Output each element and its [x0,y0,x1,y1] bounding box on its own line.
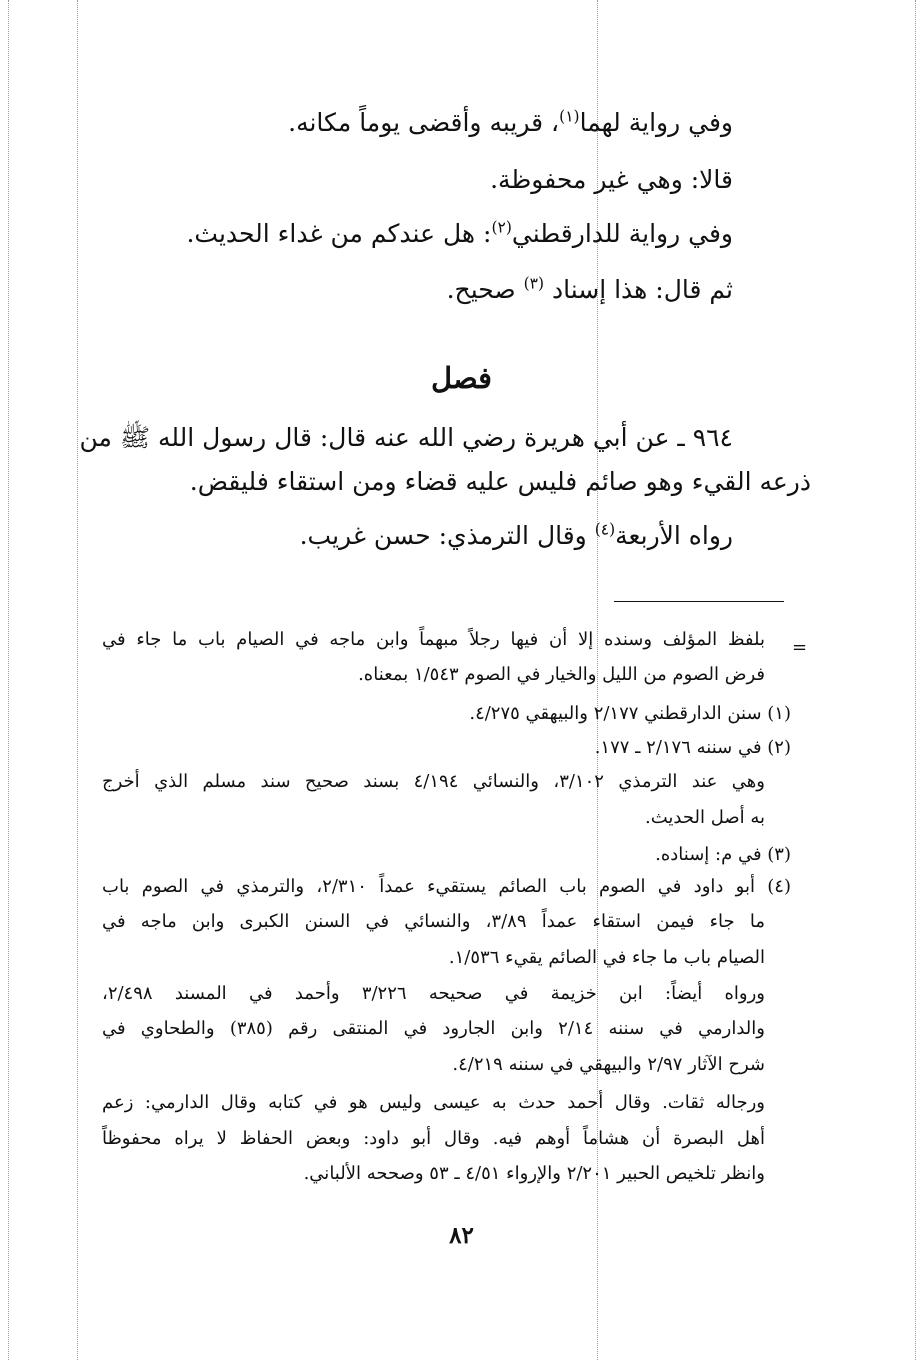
main-line-2: قالا: وهي غير محفوظة. [490,165,733,194]
page-number: ٨٢ [449,1222,474,1249]
main-line-3: وفي رواية للدارقطني$^{(٢)}$: هل عندكم من غداء الحديث. [186,218,733,248]
footnote-2-cont-1: وهي عند الترمذي ٣/١٠٢، والنسائي ٤/١٩٤ بسند صحيح سند مسلم الذي أخرج [102,771,765,792]
section-heading: فصل [431,361,492,395]
footnote-cont-line-2: فرض الصوم من الليل والخيار في الصوم ١/٥٤٣ بمعناه. [358,664,765,685]
footnote-4-line-8: أهل البصرة أن هشاماً أوهم فيه. وقال أبو داود: وبعض الحفاظ لا يراه محفوظاً [102,1128,765,1149]
hadith-line-2: ذرعه القيء وهو صائم فليس عليه قضاء ومن استقاء فليقض. [189,467,811,496]
footnote-ref-3[interactable]: (٣) [523,274,545,293]
footnote-2-cont-2: به أصل الحديث. [645,807,765,828]
footnote-4-line-9: وانظر تلخيص الحبير ٢/٢٠١ والإرواء ٤/٥١ ـ ٥٣ وصححه الألباني. [303,1163,765,1184]
footnote-ref-4[interactable]: (٤) [594,520,616,539]
footnote-3: (٣) في م: إسناده. [655,844,791,865]
footnote-4-line-1: (٤) أبو داود في الصوم باب الصائم يستقيء عمداً ٢/٣١٠، والترمذي في الصوم باب [102,876,791,897]
footnote-1: (١) سنن الدارقطني ٢/١٧٧ والبيهقي ٤/٢٧٥. [469,703,791,724]
main-line-4: ثم قال: هذا إسناد $^{(٣)}$ صحيح. [446,274,733,304]
main-line-1: وفي رواية لهما$^{(١)}$، قريبه وأقضى يوماً مكانه. [288,107,733,137]
footnote-ref-1[interactable]: (١) [559,107,580,126]
footnote-separator [614,601,784,602]
footnote-4-line-5: والدارمي في سننه ٢/١٤ وابن الجارود في المنتقى رقم (٣٨٥) والطحاوي في [102,1018,765,1039]
hadith-narration: رواه الأربعة$^{(٤)}$ وقال الترمذي: حسن غريب. [299,520,733,550]
continuation-marker: = [792,637,808,658]
footnote-ref-2[interactable]: (٢) [491,218,512,237]
hadith-line-1: ٩٦٤ ـ عن أبي هريرة رضي الله عنه قال: قال رسول الله ﷺ من [79,423,733,452]
footnote-2: (٢) في سننه ٢/١٧٦ ـ ١٧٧. [594,737,791,758]
footnote-4-line-3: الصيام باب ما جاء في الصائم يقيء ١/٥٣٦. [448,947,765,968]
footnote-4-line-2: ما جاء فيمن استقاء عمداً ٣/٨٩، والنسائي في السنن الكبرى وابن ماجه في [102,911,765,932]
footnote-4-line-6: شرح الآثار ٢/٩٧ والبيهقي في سننه ٤/٢١٩. [452,1054,765,1075]
footnote-4-line-7: ورجاله ثقات. وقال أحمد حدث به عيسى وليس هو في كتابه وقال الدارمي: زعم [102,1092,765,1113]
footnote-cont-line-1: بلفظ المؤلف وسنده إلا أن فيها رجلاً مبهماً وابن ماجه في الصيام باب ما جاء في [102,629,765,650]
footnote-4-line-4: ورواه أيضاً: ابن خزيمة في صحيحه ٣/٢٢٦ وأحمد في المسند ٢/٤٩٨، [102,983,765,1004]
